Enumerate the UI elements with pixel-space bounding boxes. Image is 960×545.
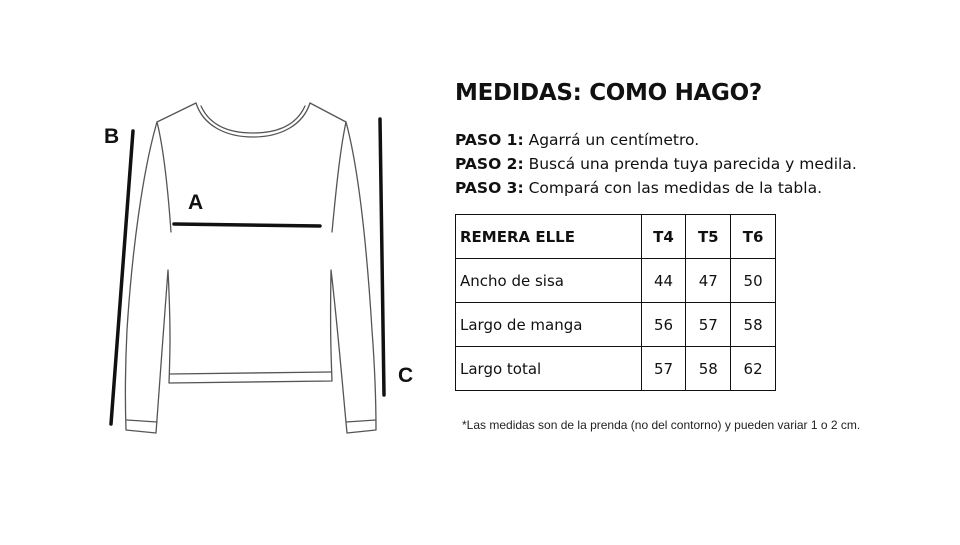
step-1-label: PASO 1: [455, 131, 524, 149]
cell-value: 44 [641, 259, 686, 303]
step-1-text: Agarrá un centímetro. [528, 131, 700, 149]
measure-line-b [111, 131, 133, 424]
size-table [455, 214, 776, 391]
marker-c-label: C [398, 364, 414, 387]
table-header-product: REMERA ELLE [456, 215, 642, 259]
step-3 [455, 176, 857, 200]
garment-diagram [0, 0, 440, 540]
left-cuff [127, 420, 157, 422]
table-header-t6: T6 [731, 215, 776, 259]
measure-line-a [174, 224, 320, 226]
step-3-text: Compará con las medidas de la tabla. [528, 179, 822, 197]
cell-value: 58 [686, 347, 731, 391]
row-label: Largo total [456, 347, 642, 391]
cell-value: 50 [731, 259, 776, 303]
marker-a-label: A [188, 191, 204, 214]
table-header-t4: T4 [641, 215, 686, 259]
cell-value: 57 [686, 303, 731, 347]
cell-value: 57 [641, 347, 686, 391]
row-label: Ancho de sisa [456, 259, 642, 303]
measure-line-c [380, 119, 384, 395]
marker-b-label: B [104, 125, 120, 148]
cell-value: 47 [686, 259, 731, 303]
page-title: MEDIDAS: COMO HAGO? [455, 80, 762, 106]
step-1 [455, 128, 857, 152]
cell-value: 56 [641, 303, 686, 347]
table-row [456, 259, 776, 303]
long-sleeve-shirt-illustration [0, 0, 440, 540]
step-2-label: PASO 2: [455, 155, 524, 173]
right-cuff [346, 420, 376, 422]
table-row [456, 347, 776, 391]
cell-value: 58 [731, 303, 776, 347]
step-2 [455, 152, 857, 176]
table-row [456, 303, 776, 347]
hem-band [170, 372, 331, 374]
table-header-row [456, 215, 776, 259]
cell-value: 62 [731, 347, 776, 391]
left-armhole-seam [157, 122, 171, 232]
steps-list [455, 128, 857, 200]
neckline [196, 103, 310, 137]
right-armhole-seam [332, 122, 346, 232]
step-2-text: Buscá una prenda tuya parecida y medila. [528, 155, 857, 173]
step-3-label: PASO 3: [455, 179, 524, 197]
table-header-t5: T5 [686, 215, 731, 259]
row-label: Largo de manga [456, 303, 642, 347]
footnote: *Las medidas son de la prenda (no del contorno) y pueden variar 1 o 2 cm. [462, 418, 861, 432]
